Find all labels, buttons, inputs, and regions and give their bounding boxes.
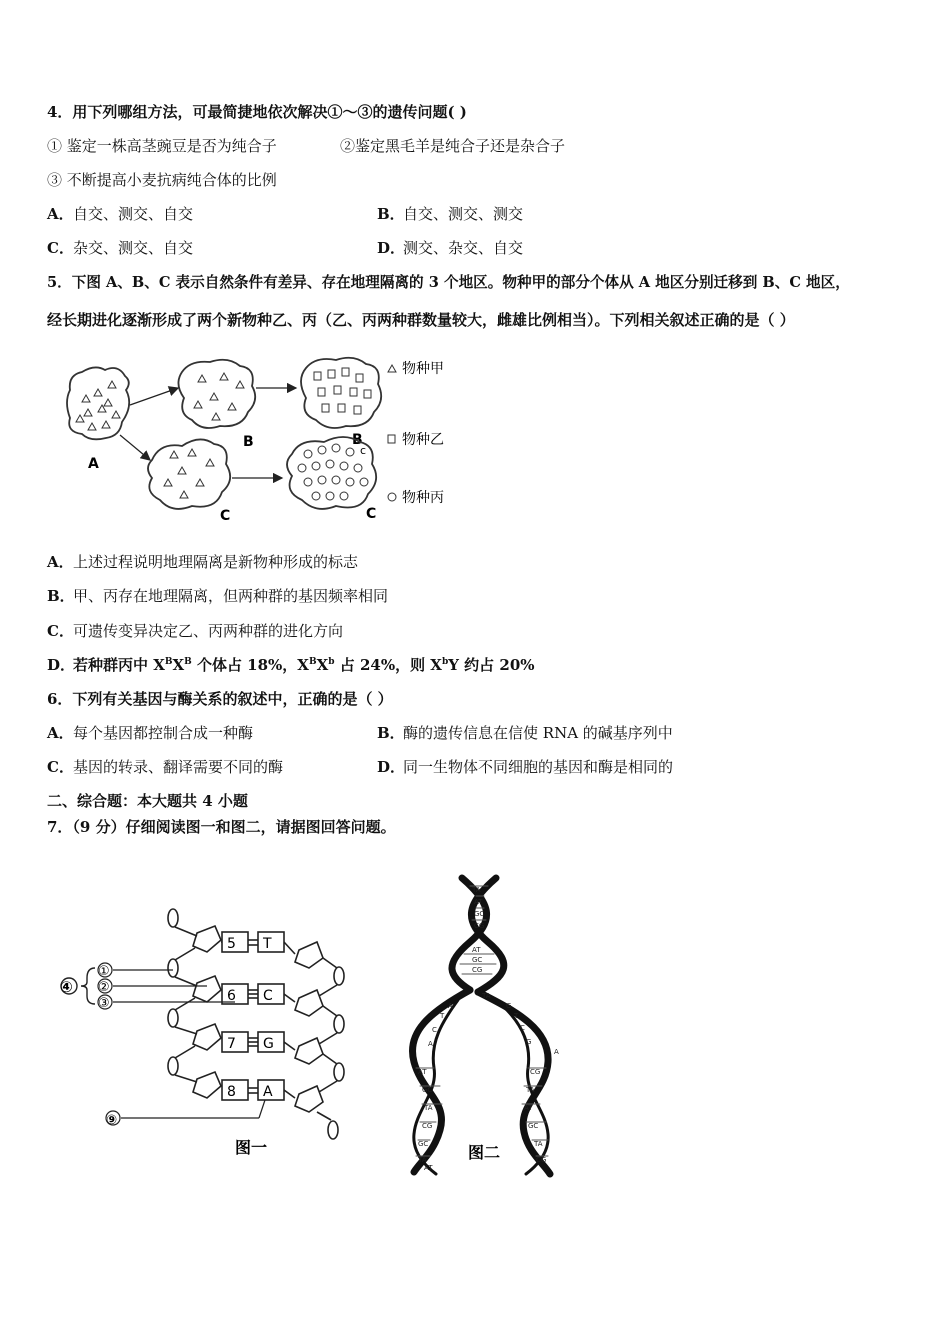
- region-b1-blob: [178, 360, 255, 428]
- label-4: ④: [60, 978, 73, 996]
- strand-letter-2: A: [448, 1002, 453, 1010]
- label-1: ①: [98, 964, 110, 979]
- q4-option-a[interactable]: A．自交、测交、自交: [47, 205, 194, 223]
- right-pair-4: GC: [528, 1122, 539, 1130]
- label-b2: B: [352, 432, 363, 448]
- phosphate-right-2: [334, 1015, 344, 1033]
- strand-letter-5: A: [428, 1040, 433, 1048]
- dna-replication-figure-2: [400, 872, 590, 1182]
- right-pair-1: CG: [530, 1068, 541, 1076]
- top-pair-5: AT: [472, 946, 481, 954]
- region-a-blob: [67, 367, 129, 439]
- arrow-a-to-c: [120, 435, 150, 460]
- strand-letter-1: TA: [482, 992, 491, 1000]
- q6-stem: 6．下列有关基因与酶关系的叙述中，正确的是（ ）: [47, 690, 393, 708]
- top-pair-4: CG: [474, 922, 485, 930]
- phosphate-left-4: [168, 1057, 178, 1075]
- sugar-left-1: [193, 926, 221, 952]
- base-num-6: 6: [227, 988, 236, 1004]
- right-pair-5: TA: [534, 1140, 543, 1148]
- speciation-figure: [60, 350, 480, 530]
- base-num-5: 5: [227, 936, 236, 952]
- top-pair-7: CG: [472, 966, 483, 974]
- q6-option-d[interactable]: D．同一生物体不同细胞的基因和酶是相同的: [377, 758, 674, 776]
- left-pair-6: TA: [418, 1156, 427, 1164]
- base-letter-t: T: [263, 936, 272, 952]
- top-pair-6: GC: [472, 956, 483, 964]
- right-pair-2: TA: [526, 1086, 535, 1094]
- q6-option-c[interactable]: C．基因的转录、翻译需要不同的酶: [47, 758, 284, 776]
- q5-option-c[interactable]: C．可遗传变异决定乙、丙两种群的进化方向: [47, 622, 344, 640]
- strand-letter-3: T: [440, 1012, 445, 1020]
- strand-letter-6: G: [506, 1002, 512, 1010]
- strand-letter-7: T: [514, 1012, 519, 1020]
- arrow-a-to-b: [130, 388, 178, 405]
- label-a: A: [88, 456, 99, 472]
- legend-circle-icon: [388, 493, 396, 501]
- top-pair-2: AT: [474, 898, 483, 906]
- q5-stem-line1: 5．下图 A、B、C 表示自然条件有差异、存在地理隔离的 3 个地区。物种甲的部分个体从 A 地区分别迁移到 B、C 地区，: [47, 274, 850, 291]
- dna-structure-figure-1: [55, 898, 355, 1163]
- label-3: ③: [98, 996, 110, 1011]
- sugar-right-2: [295, 990, 323, 1016]
- q4-option-c[interactable]: C．杂交、测交、自交: [47, 239, 194, 257]
- left-pair-5: GC: [418, 1140, 429, 1148]
- fig1-caption: 图一: [235, 1138, 268, 1157]
- q5-option-b[interactable]: B．甲、丙存在地理隔离，但两种群的基因频率相同: [47, 587, 389, 605]
- sugar-left-3: [193, 1024, 221, 1050]
- region-b2-squares: [314, 368, 371, 414]
- label-b1: B: [243, 434, 254, 450]
- q4-item-3: ③ 不断提高小麦抗病纯合体的比例: [47, 171, 277, 189]
- q4-option-b[interactable]: B．自交、测交、测交: [377, 205, 524, 223]
- legend-jia: 物种甲: [402, 361, 444, 377]
- right-pair-6: CG: [536, 1156, 547, 1164]
- base-num-8: 8: [227, 1084, 236, 1100]
- phosphate-right-3: [334, 1063, 344, 1081]
- region-b1-triangles: [194, 373, 244, 420]
- q6-option-a[interactable]: A．每个基因都控制合成一种酶: [47, 724, 254, 742]
- label-2: ②: [98, 980, 110, 995]
- region-c2-circles: [298, 444, 368, 500]
- legend-square-icon: [388, 435, 395, 443]
- top-pair-1: TA: [472, 886, 481, 894]
- legend-bing: 物种丙: [402, 490, 444, 506]
- base-num-7: 7: [227, 1036, 236, 1052]
- region-a-triangles: [76, 381, 120, 430]
- phosphate-right-1: [334, 967, 344, 985]
- sugar-right-4: [295, 1086, 323, 1112]
- right-pair-3: AT: [524, 1104, 533, 1112]
- top-pair-3: GC: [474, 910, 485, 918]
- label-9: ⑨: [106, 1113, 118, 1128]
- sugar-right-1: [295, 942, 323, 968]
- left-pair-3: TA: [424, 1104, 433, 1112]
- q4-item-2: ②鉴定黑毛羊是纯合子还是杂合子: [340, 137, 566, 155]
- label-c-small: c: [360, 444, 367, 457]
- base-letter-g: G: [263, 1036, 274, 1052]
- strand-letter-9: G: [526, 1038, 532, 1046]
- q5-option-a[interactable]: A．上述过程说明地理隔离是新物种形成的标志: [47, 553, 359, 571]
- label-c1: C: [220, 508, 231, 524]
- sugar-left-4: [193, 1072, 221, 1098]
- sugar-left-2: [193, 976, 221, 1002]
- sugar-right-3: [295, 1038, 323, 1064]
- left-pair-7: AT: [424, 1164, 433, 1172]
- left-pair-2: GC: [422, 1086, 433, 1094]
- legend-triangle-icon: [388, 365, 396, 372]
- q7-stem: 7．（9 分）仔细阅读图一和图二，请据图回答问题。: [47, 818, 396, 836]
- section-2-title: 二、综合题：本大题共 4 小题: [47, 792, 248, 810]
- strand-letter-8: C: [520, 1024, 525, 1032]
- strand-letter-4: C: [432, 1026, 437, 1034]
- phosphate-left-2: [168, 959, 178, 977]
- phosphate-right-4: [328, 1121, 338, 1139]
- left-pair-1: AT: [418, 1068, 427, 1076]
- q6-option-b[interactable]: B．酶的遗传信息在信使 RNA 的碱基序列中: [377, 724, 673, 742]
- q4-stem: 4．用下列哪组方法，可最简捷地依次解决①～③的遗传问题( ): [47, 103, 467, 121]
- q4-item-1: ① 鉴定一株高茎豌豆是否为纯合子: [47, 137, 277, 155]
- phosphate-left-1: [168, 909, 178, 927]
- q4-option-d[interactable]: D．测交、杂交、自交: [377, 239, 524, 257]
- legend-yi: 物种乙: [402, 432, 444, 448]
- region-c1-blob: [148, 439, 230, 508]
- region-c1-triangles: [164, 449, 214, 498]
- base-letter-a: A: [263, 1084, 273, 1100]
- strand-letter-10: A: [554, 1048, 559, 1056]
- q5-option-d[interactable]: D．若种群丙中 $X^BX^B$ 个体占 18%，$X^BX^b$ 占 24%，则 $X^bY$ 约占 20%: [47, 656, 535, 674]
- q5-stem-line2: 经长期进化逐渐形成了两个新物种乙、丙（乙、丙两种群数量较大，雌雄比例相当）。下列相关叙述正确的是（ ）: [47, 311, 795, 329]
- phosphate-left-3: [168, 1009, 178, 1027]
- base-letter-c: C: [263, 988, 273, 1004]
- left-pair-4: CG: [422, 1122, 433, 1130]
- fig2-caption: 图二: [468, 1143, 501, 1162]
- label-c2: C: [366, 506, 377, 522]
